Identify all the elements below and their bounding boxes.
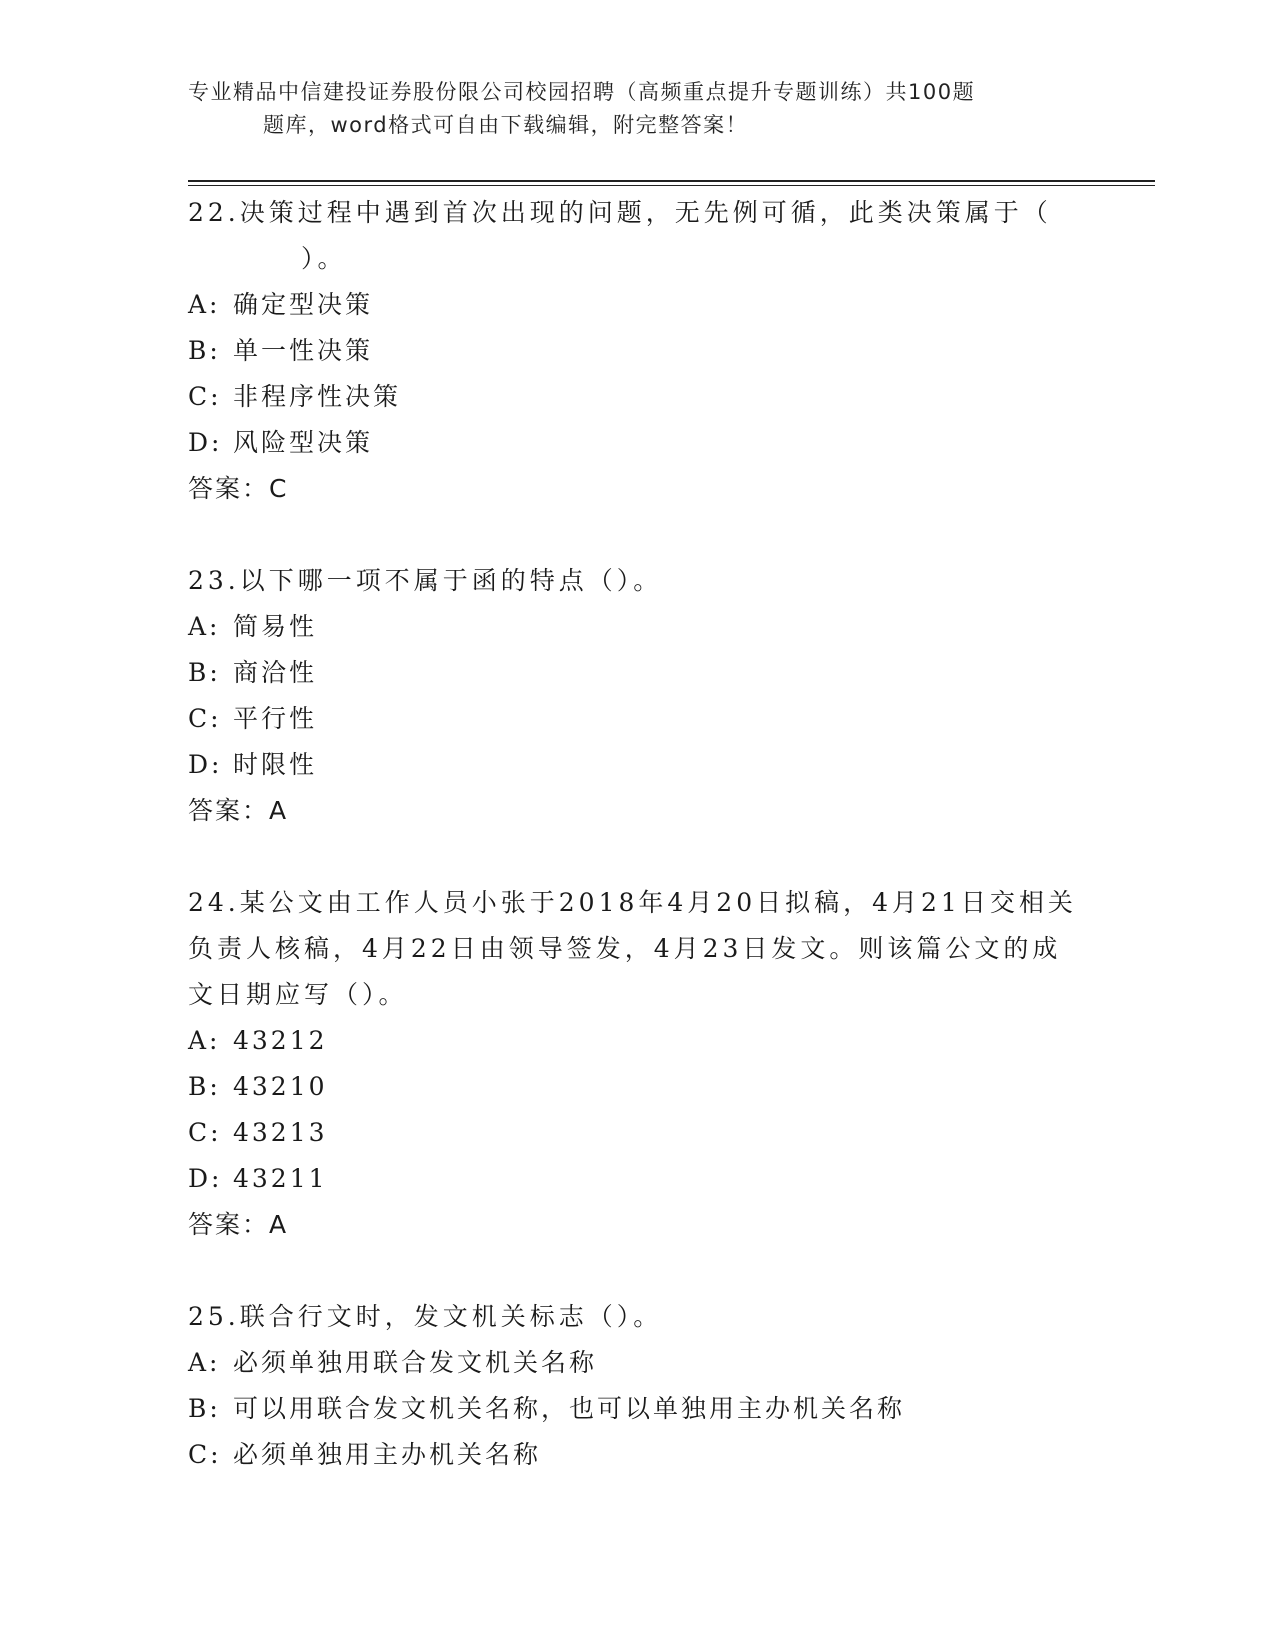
option-key: B:	[188, 1072, 221, 1101]
option-text: 平行性	[233, 704, 318, 733]
header-rule-thick	[188, 180, 1155, 182]
question-stem: 25.联合行文时，发文机关标志（）。	[188, 1302, 663, 1331]
option-text: 时限性	[233, 750, 318, 779]
option-key: A:	[188, 612, 221, 641]
question-24	[188, 880, 1088, 1248]
option-c	[188, 1110, 1088, 1156]
option-d	[188, 742, 1088, 788]
option-c	[188, 374, 1088, 420]
question-stem-line: 文日期应写（）。	[188, 980, 408, 1009]
option-text: 商洽性	[233, 658, 318, 687]
question-spacer	[188, 1248, 1088, 1294]
question-stem: 23.以下哪一项不属于函的特点（）。	[188, 566, 663, 595]
option-key: A:	[188, 290, 221, 319]
option-text: 43211	[233, 1164, 328, 1193]
option-key: B:	[188, 1394, 221, 1423]
question-list	[188, 190, 1088, 1478]
option-a	[188, 282, 1088, 328]
option-key: C:	[188, 704, 222, 733]
question-spacer	[188, 512, 1088, 558]
question-stem-tail: ）。	[301, 244, 347, 273]
header-line-1: 专业精品中信建投证券股份限公司校园招聘（高频重点提升专题训练）共100题	[188, 80, 976, 104]
option-key: D:	[188, 428, 223, 457]
option-b	[188, 1386, 1088, 1432]
question-23	[188, 558, 1088, 834]
option-key: A:	[188, 1026, 221, 1055]
option-text: 43212	[233, 1026, 328, 1055]
option-text: 可以用联合发文机关名称，也可以单独用主办机关名称	[233, 1394, 906, 1423]
option-key: C:	[188, 1440, 222, 1469]
option-text: 单一性决策	[233, 336, 374, 365]
option-key: C:	[188, 382, 222, 411]
option-d	[188, 1156, 1088, 1202]
option-key: D:	[188, 1164, 223, 1193]
question-22	[188, 190, 1088, 512]
option-a	[188, 1018, 1088, 1064]
option-text: 必须单独用主办机关名称	[233, 1440, 542, 1469]
option-text: 43210	[233, 1072, 328, 1101]
question-stem-text: 22.决策过程中遇到首次出现的问题，无先例可循，此类决策属于（	[188, 198, 1052, 227]
option-key: B:	[188, 658, 221, 687]
option-key: D:	[188, 750, 223, 779]
question-stem	[188, 880, 1088, 1018]
answer-line: 答案：C	[188, 474, 289, 503]
option-key: A:	[188, 1348, 221, 1377]
option-b	[188, 650, 1088, 696]
question-25	[188, 1294, 1088, 1478]
option-b	[188, 1064, 1088, 1110]
option-a	[188, 1340, 1088, 1386]
question-spacer	[188, 834, 1088, 880]
option-a	[188, 604, 1088, 650]
option-text: 43213	[233, 1118, 328, 1147]
option-c	[188, 1432, 1088, 1478]
question-stem-line: 24.某公文由工作人员小张于2018年4月20日拟稿，4月21日交相关	[188, 888, 1077, 917]
option-c	[188, 696, 1088, 742]
option-text: 简易性	[233, 612, 318, 641]
document-header	[188, 76, 1088, 142]
option-text: 必须单独用联合发文机关名称	[233, 1348, 598, 1377]
header-rule-thin	[188, 185, 1155, 186]
option-text: 风险型决策	[233, 428, 374, 457]
question-stem-line: 负责人核稿，4月22日由领导签发，4月23日发文。则该篇公文的成	[188, 934, 1062, 963]
answer-line: 答案：A	[188, 1210, 289, 1239]
option-key: B:	[188, 336, 221, 365]
option-key: C:	[188, 1118, 222, 1147]
option-b	[188, 328, 1088, 374]
option-d	[188, 420, 1088, 466]
question-stem	[188, 190, 1088, 282]
header-line-2: 题库，word格式可自由下载编辑，附完整答案！	[263, 113, 749, 137]
option-text: 确定型决策	[233, 290, 374, 319]
option-text: 非程序性决策	[233, 382, 402, 411]
answer-line: 答案：A	[188, 796, 289, 825]
